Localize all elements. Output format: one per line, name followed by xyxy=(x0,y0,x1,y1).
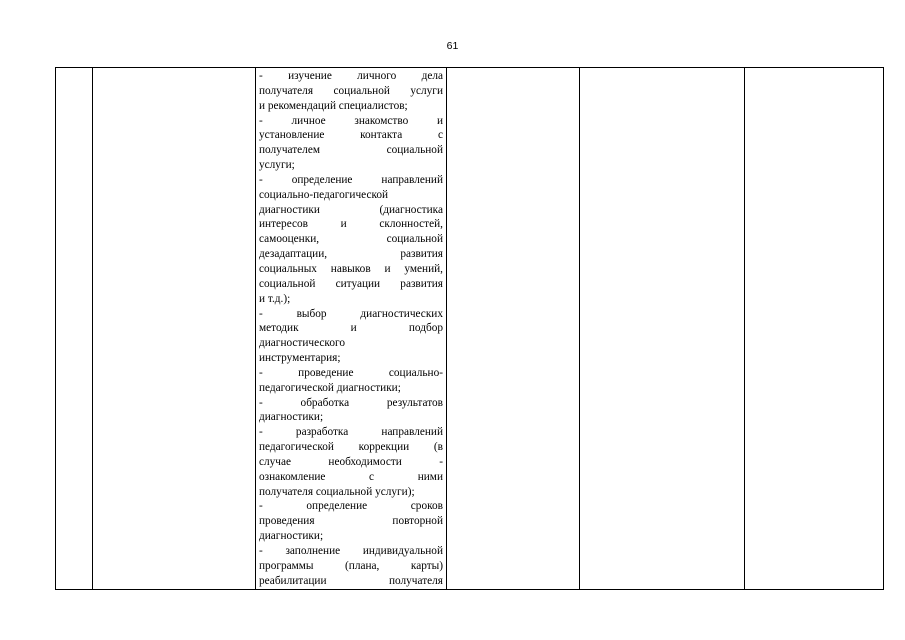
text-line: реабилитации получателя xyxy=(259,574,443,587)
text-line: получателем социальной xyxy=(259,144,443,157)
text-line: - определение сроков xyxy=(259,500,443,513)
table-cell-col5 xyxy=(580,68,745,590)
table-cell-col2 xyxy=(93,68,256,590)
table-cell-col4 xyxy=(447,68,580,590)
text-line: - заполнение индивидуальной xyxy=(259,545,443,557)
text-line: методик и подбор xyxy=(259,322,443,335)
service-content-text xyxy=(256,68,446,589)
text-line: - определение направлений xyxy=(259,173,443,186)
text-line: установление контакта с xyxy=(259,129,443,142)
text-line: дезадаптации, развития xyxy=(259,248,443,261)
text-line: диагностики (диагностика xyxy=(259,203,443,216)
text-line: диагностики; xyxy=(259,411,324,424)
services-table xyxy=(55,67,884,590)
text-line: получателя социальной услуги); xyxy=(259,485,415,498)
table-cell-col1 xyxy=(56,68,93,590)
text-line: инструментария; xyxy=(259,352,341,365)
text-line: социальных навыков и умений, xyxy=(259,262,443,275)
text-line: - выбор диагностических xyxy=(259,307,443,320)
table-row xyxy=(56,68,884,590)
text-line: ознакомление с ними xyxy=(259,470,443,483)
text-line: - разработка направлений xyxy=(259,426,443,439)
text-line: услуги; xyxy=(259,159,295,172)
text-line: социально-педагогической xyxy=(259,188,389,201)
text-line: - личное знакомство и xyxy=(259,114,443,127)
table-cell-col6 xyxy=(745,68,884,590)
text-line: - проведение социально- xyxy=(259,366,443,379)
text-line: получателя социальной услуги xyxy=(259,84,443,97)
text-line: самооценки, социальной xyxy=(259,233,443,246)
text-line: программы (плана, карты) xyxy=(259,559,443,572)
text-line: интересов и склонностей, xyxy=(259,218,443,231)
page-number: 61 xyxy=(446,40,459,52)
table-cell-service-content xyxy=(256,68,447,590)
text-line: - обработка результатов xyxy=(259,396,443,409)
text-line: социальной ситуации развития xyxy=(259,277,443,290)
text-line: диагностики; xyxy=(259,530,324,543)
text-line: педагогической диагностики; xyxy=(259,381,401,394)
text-line: случае необходимости - xyxy=(259,455,443,468)
text-line: и рекомендаций специалистов; xyxy=(259,99,408,112)
text-line: педагогической коррекции (в xyxy=(259,441,443,454)
text-line: - изучение личного дела xyxy=(259,70,443,82)
text-line: диагностического xyxy=(259,337,345,350)
text-line: проведения повторной xyxy=(259,515,443,528)
text-line: и т.д.); xyxy=(259,292,291,305)
